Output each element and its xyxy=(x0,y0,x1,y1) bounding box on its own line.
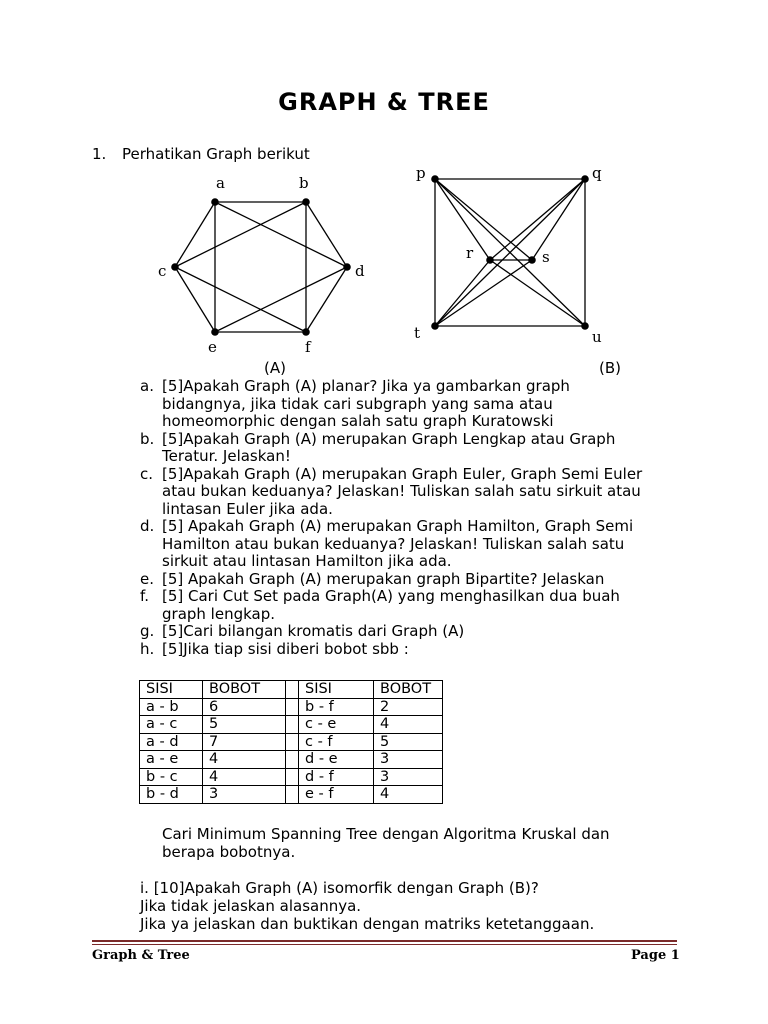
vertex-a xyxy=(211,198,219,206)
item-line: graph lengkap. xyxy=(162,604,276,623)
item-c xyxy=(140,466,642,519)
vertex-p xyxy=(431,175,439,183)
vertex-label-e: e xyxy=(208,338,217,356)
table-cell: c - f xyxy=(299,733,374,751)
footer-title: Graph & Tree xyxy=(92,948,190,963)
item-h xyxy=(140,641,642,659)
table-cell: 5 xyxy=(374,733,443,751)
vertex-label-d: d xyxy=(355,262,365,280)
table-cell: 3 xyxy=(374,751,443,769)
item-letter: h. xyxy=(140,639,155,658)
vertex-u xyxy=(581,322,589,330)
edge-s-t xyxy=(435,260,532,326)
graph-a-caption: (A) xyxy=(264,359,286,377)
table-cell: a - d xyxy=(140,733,203,751)
table-header: BOBOT xyxy=(374,681,443,699)
item-line: [5]Jika tiap sisi diberi bobot sbb : xyxy=(162,639,409,658)
graph-b-caption: (B) xyxy=(599,359,621,377)
table-spacer xyxy=(286,681,299,699)
edge-p-r xyxy=(435,179,490,260)
vertex-label-u: u xyxy=(592,328,602,346)
table-row xyxy=(140,733,443,751)
item-i-question: i. [10]Apakah Graph (A) isomorfik dengan Graph (B)? xyxy=(140,879,539,897)
vertex-label-p: p xyxy=(416,164,426,182)
table-cell: 7 xyxy=(203,733,286,751)
question-items xyxy=(140,378,642,658)
vertex-d xyxy=(343,263,351,271)
item-line: [5]Apakah Graph (A) merupakan Graph Lengkap atau Graph xyxy=(162,429,616,448)
edge-r-u xyxy=(490,260,585,326)
vertex-label-s: s xyxy=(542,248,550,266)
table-header: SISI xyxy=(140,681,203,699)
table-spacer xyxy=(286,698,299,716)
item-letter: d. xyxy=(140,517,155,535)
table-cell: b - c xyxy=(140,768,203,786)
table-cell: d - f xyxy=(299,768,374,786)
vertex-label-t: t xyxy=(414,324,421,342)
vertex-label-a: a xyxy=(216,174,225,192)
question-number: 1. xyxy=(92,145,107,163)
table-cell: 2 xyxy=(374,698,443,716)
table-cell: c - e xyxy=(299,716,374,734)
table-row xyxy=(140,786,443,804)
edge-q-r xyxy=(490,179,585,260)
item-line: [5]Cari bilangan kromatis dari Graph (A) xyxy=(162,622,465,640)
page-title: GRAPH & TREE xyxy=(278,88,490,116)
item-e xyxy=(140,571,642,589)
table-cell: d - e xyxy=(299,751,374,769)
table-cell: a - e xyxy=(140,751,203,769)
graph-a xyxy=(171,198,351,336)
graph-b xyxy=(431,175,589,330)
table-spacer xyxy=(286,768,299,786)
item-letter: g. xyxy=(140,622,155,640)
item-line: atau bukan keduanya? Jelaskan! Tuliskan salah satu sirkuit atau xyxy=(162,482,641,500)
vertex-label-f: f xyxy=(305,338,311,356)
table-spacer xyxy=(286,733,299,751)
vertex-c xyxy=(171,263,179,271)
edge-weight-table xyxy=(139,680,443,804)
vertex-label-r: r xyxy=(466,244,474,262)
kruskal-instruction xyxy=(162,826,610,861)
vertex-q xyxy=(581,175,589,183)
table-header: BOBOT xyxy=(203,681,286,699)
item-g xyxy=(140,623,642,641)
item-line: [5] Apakah Graph (A) merupakan Graph Hamilton, Graph Semi xyxy=(162,517,634,535)
table-row xyxy=(140,698,443,716)
table-cell: b - f xyxy=(299,698,374,716)
item-line: [5]Apakah Graph (A) merupakan Graph Euler, Graph Semi Euler xyxy=(162,464,643,483)
table-cell: b - d xyxy=(140,786,203,804)
table-cell: 5 xyxy=(203,716,286,734)
item-line: sirkuit atau lintasan Hamilton jika ada. xyxy=(162,552,452,570)
kruskal-line: Cari Minimum Spanning Tree dengan Algoritma Kruskal dan xyxy=(162,825,610,843)
item-b xyxy=(140,431,642,466)
item-i-line: Jika ya jelaskan dan buktikan dengan matriks ketetanggaan. xyxy=(140,915,595,933)
vertex-r xyxy=(486,256,494,264)
question-text: Perhatikan Graph berikut xyxy=(122,145,310,163)
vertex-label-c: c xyxy=(158,262,167,280)
vertex-e xyxy=(211,328,219,336)
vertex-t xyxy=(431,322,439,330)
item-letter: c. xyxy=(140,464,154,483)
table-cell: 3 xyxy=(203,786,286,804)
item-letter: a. xyxy=(140,377,154,395)
footer-rule xyxy=(92,940,677,942)
table-cell: 6 xyxy=(203,698,286,716)
vertex-label-b: b xyxy=(299,174,309,192)
table-header: SISI xyxy=(299,681,374,699)
table-cell: 4 xyxy=(374,786,443,804)
item-line: Hamilton atau bukan keduanya? Jelaskan! Tuliskan salah satu xyxy=(162,534,625,553)
vertex-label-q: q xyxy=(592,164,602,182)
table-spacer xyxy=(286,751,299,769)
table-cell: e - f xyxy=(299,786,374,804)
item-f xyxy=(140,588,642,623)
table-cell: 4 xyxy=(203,751,286,769)
item-i-line: Jika tidak jelaskan alasannya. xyxy=(140,897,362,915)
item-line: lintasan Euler jika ada. xyxy=(162,499,333,518)
item-letter: e. xyxy=(140,569,154,588)
item-a xyxy=(140,378,642,431)
item-line: [5] Cari Cut Set pada Graph(A) yang menghasilkan dua buah xyxy=(162,587,620,605)
kruskal-line: berapa bobotnya. xyxy=(162,842,296,861)
item-line: [5] Apakah Graph (A) merupakan graph Bipartite? Jelaskan xyxy=(162,569,605,588)
table-row xyxy=(140,768,443,786)
page-number: Page 1 xyxy=(631,948,680,963)
item-letter: b. xyxy=(140,429,155,448)
item-d xyxy=(140,518,642,571)
table-row xyxy=(140,751,443,769)
table-header-row xyxy=(140,681,443,699)
table-cell: 4 xyxy=(203,768,286,786)
table-cell: 4 xyxy=(374,716,443,734)
table-spacer xyxy=(286,716,299,734)
vertex-f xyxy=(302,328,310,336)
footer-rule xyxy=(92,944,677,945)
edge-p-s xyxy=(435,179,532,260)
edge-q-s xyxy=(532,179,585,260)
edge-t-r xyxy=(435,260,490,326)
item-line: [5]Apakah Graph (A) planar? Jika ya gambarkan graph xyxy=(162,377,570,395)
table-cell: a - c xyxy=(140,716,203,734)
item-line: homeomorphic dengan salah satu graph Kuratowski xyxy=(162,412,554,430)
vertex-s xyxy=(528,256,536,264)
item-line: bidangnya, jika tidak cari subgraph yang sama atau xyxy=(162,394,553,413)
table-spacer xyxy=(286,786,299,804)
table-row xyxy=(140,716,443,734)
table-cell: a - b xyxy=(140,698,203,716)
table-cell: 3 xyxy=(374,768,443,786)
vertex-b xyxy=(302,198,310,206)
item-letter: f. xyxy=(140,587,149,605)
item-line: Teratur. Jelaskan! xyxy=(162,447,291,465)
